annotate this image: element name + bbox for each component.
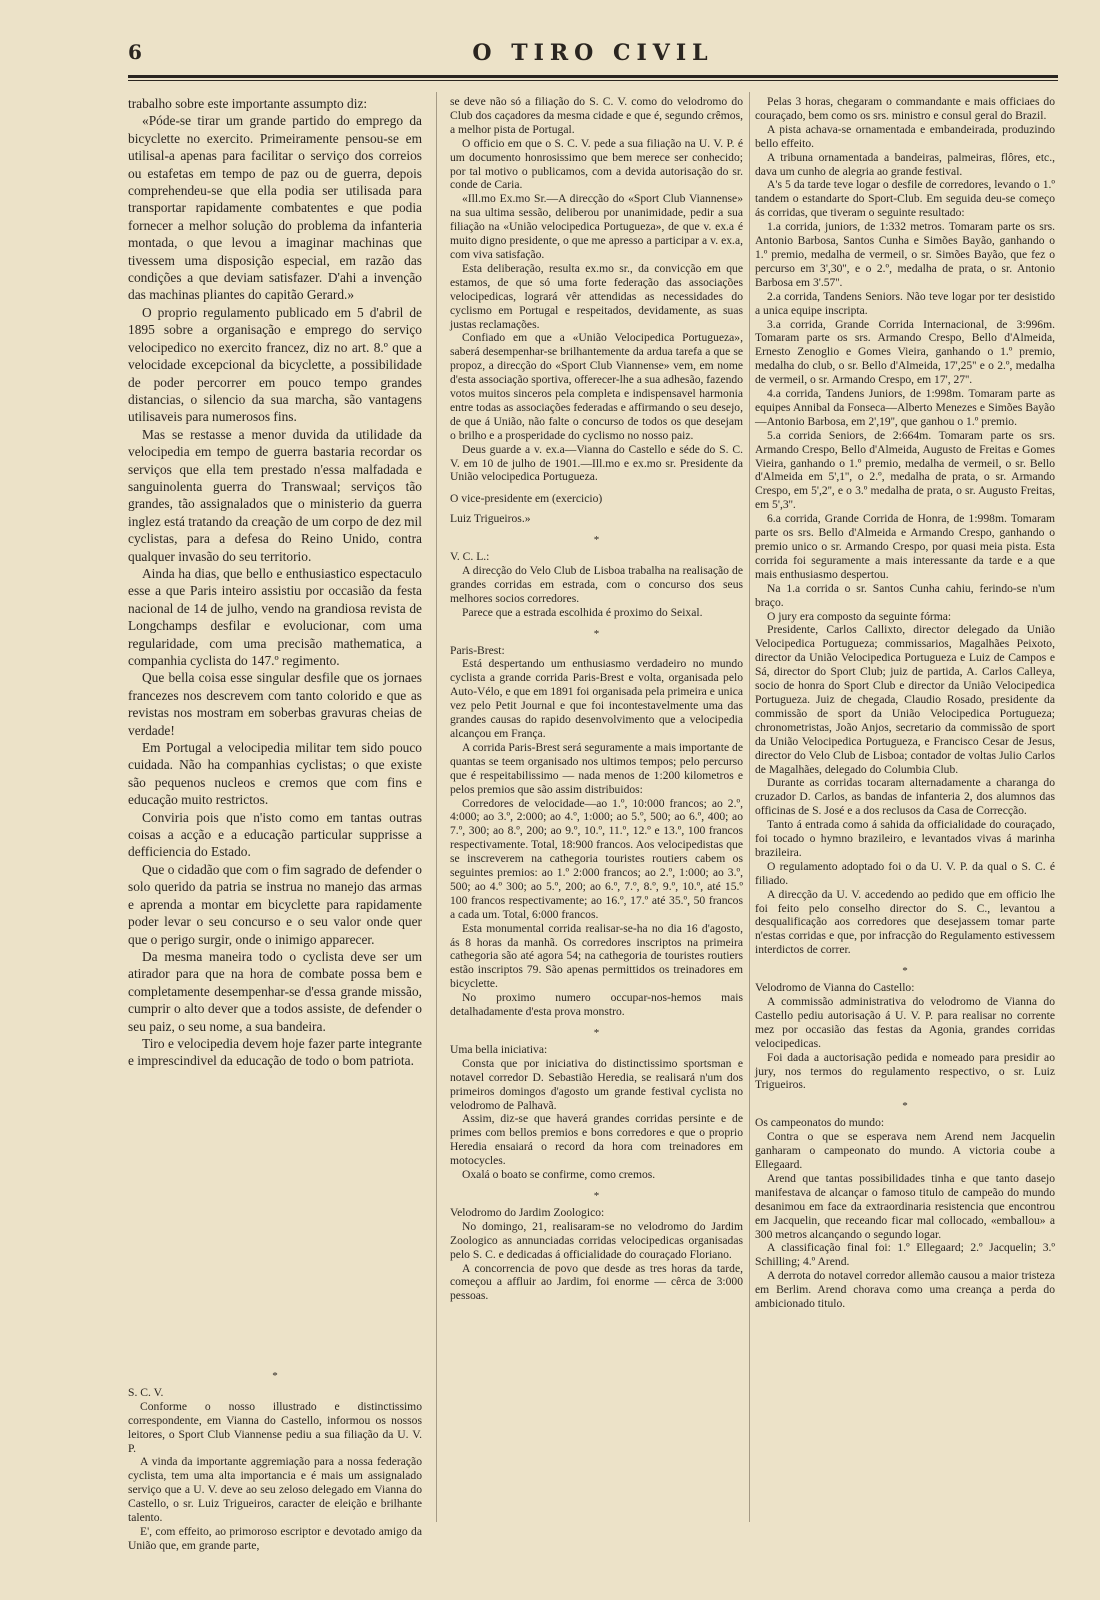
paragraph: Durante as corridas tocaram alternadamente a charanga do cruzador D. Carlos, as bandas de infanteria 2, dos alumnos das officinas de S. José e a dos reclusos da Casa de Correcção. <box>755 776 1055 818</box>
paragraph: Contra o que se esperava nem Arend nem Jacquelin ganharam o campeonato do mundo. A victoria coube a Ellegaard. <box>755 1130 1055 1171</box>
section-heading: S. C. V. <box>128 1385 164 1399</box>
page-header <box>128 38 1058 78</box>
paragraph: 6.a corrida, Grande Corrida de Honra, de 1:998m. Tomaram parte os srs. Bello d'Almeida e Armando Crespo, ganhando o premio unico o sr. Armando Crespo, por quasi meia pista. Esta corrida foi seguramente a mais interessante da tarde e a que mais enthusiasmo despertou. <box>755 512 1055 581</box>
paragraph: Confiado em que a «União Velocipedica Portugueza», saberá desempenhar-se brilhantemente da ardua tarefa a que se propoz, a direcção do «Sport Club Viannense» vem, em nome d'esta associação sportiva, offerecer-lhe a sua adhesão, fazendo votos muitos sinceros pela completa e indispensavel harmonia entre todas as associações federadas e affirmando o seu desejo, de que á União, não falte o concurso de todos os que desejam o brilho e a prosperidade do cyclismo no nosso paiz. <box>450 331 743 442</box>
paragraph: A direcção do Velo Club de Lisboa trabalha na realisação de grandes corridas em estrada, com o concurso dos seus melhores socios corredores. <box>450 564 743 605</box>
paragraph: Oxalá o boato se confirme, como cremos. <box>462 1168 656 1182</box>
paragraph: 3.a corrida, Grande Corrida Internacional, de 3:996m. Tomaram parte os srs. Armando Crespo, Bello d'Almeida, Ernesto Zenoglio e Gomes Vieira, ganhando o 1.º premio, medalha do club, o sr. Bello d'Almeida, 17',25'' e o 2.º, medalha de vermeil, o sr. Armando Crespo, em 17', 27''. <box>755 317 1055 387</box>
paragraph: Na 1.a corrida o sr. Santos Cunha cahiu, ferindo-se n'um braço. <box>755 581 1055 609</box>
newspaper-title: O TIRO CIVIL <box>472 40 714 66</box>
section-heading: Uma bella iniciativa: <box>450 1042 548 1056</box>
paragraph: 4.a corrida, Tandens Juniors, de 1:998m. Tomaram parte as equipes Annibal da Fonseca—Alberto Menezes e Simões Bayão—Antonio Barbosa, em 2',19'', que ganhou o 1.º premio. <box>755 387 1055 428</box>
paragraph: A vinda da importante aggremiação para a nossa federação cyclista, tem uma alta importancia e é mais um assignalado serviço que a U. V. deve ao seu zeloso delegado em Vianna do Castello, o sr. Luiz Trigueiros, caracter de eleição e brilhante talento. <box>128 1455 422 1525</box>
column-3 <box>755 95 1055 1311</box>
paragraph: Pelas 3 horas, chegaram o commandante e mais officiaes do couraçado, bem como os srs. ministro e consul geral do Brazil. <box>755 95 1055 122</box>
paragraph: Arend que tantas possibilidades tinha e que tanto dasejo manifestava de alcançar o famoso titulo de campeão do mundo desanimou em face da extraordinaria resistencia que encontrou em Jacquelin, que receando ficar mal collocado, «emballou» a 300 metros alcançando o segundo logar. <box>755 1171 1055 1241</box>
section-heading: Paris-Brest: <box>450 643 505 657</box>
section-separator: * <box>593 534 600 547</box>
paragraph: O jury era composto da seguinte fórma: <box>767 609 952 623</box>
paragraph: Em Portugal a velocipedia militar tem sido pouco cuidada. Não ha companhias cyclistas; o que existe são pequenos nucleos e cremos que com fins e educação muito restrictos. <box>128 740 422 808</box>
paragraph: A concorrencia de povo que desde as tres horas da tarde, começou a affluir ao Jardim, foi enorme — cêrca de 3:000 pessoas. <box>450 1261 743 1303</box>
paragraph: No domingo, 21, realisaram-se no velodromo do Jardim Zoologico as annunciadas corridas velocipedicas organisadas pelo S. C. e dedicadas á officialidade do couraçado Floriano. <box>450 1219 743 1261</box>
paragraph: Tiro e velocipedia devem hoje fazer parte integrante e imprescindivel da educação de todo o bom patriota. <box>128 1035 422 1069</box>
paragraph: O regulamento adoptado foi o da U. V. P. da qual o S. C. é filiado. <box>755 859 1055 887</box>
paragraph: Deus guarde a v. ex.a—Vianna do Castello e séde do S. C. V. em 10 de julho de 1901.—Ill.mo e ex.mo sr. Presidente da União velocipedica Portugueza. <box>450 442 743 484</box>
paragraph: Corredores de velocidade—ao 1.º, 10:000 francos; ao 2.º, 4:000; ao 3.º, 2:000; ao 4.º, 1:000; ao 5.º, 500; ao 6.º, 400; ao 7.º, 300; ao 8.º, 200; ao 9.º, 10.º, 11.º, 12.º e 13.º, 100 francos respectivamente. Total, 18:900 francos. Aos velocipedistas que se inscreverem na cathegoria touristes routiers cabem os seguintes premios: ao 1.º 2:000 francos; ao 2.º, 1:000; ao 3.º, 500; ao 4.º 300; ao 5.º, 200; ao 6.º, 7.º, 8.º, 9.º, 10.º, até 15.º 100 francos respectivamente; ao 16.º, 17.º até 35.º, 50 francos a cada um. Total, 6:000 francos. <box>450 796 743 921</box>
paragraph: Conviria pois que n'isto como em tantas outras coisas a acção e a educação particular supprisse a defficiencia do Estado. <box>128 809 422 860</box>
section-heading: Velodromo de Vianna do Castello: <box>755 981 915 995</box>
column-1 <box>128 95 422 1070</box>
paragraph: Assim, diz-se que haverá grandes corridas persinte e de primes com bellos premios e bons corredores e que o proprio Heredia ensaiará o record da hora com treinadores em motocycles. <box>450 1112 743 1168</box>
signature-title: O vice-presidente em (exercicio) <box>450 492 603 506</box>
paragraph: Que o cidadão que com o fim sagrado de defender o solo querido da patria se instrua no manejo das armas e aprenda a montar em bicyclette para rapidamente poder levar o seu concurso e o seu valor onde quer que o perigo surgir, onde o inimigo apparecer. <box>128 861 422 947</box>
section-separator: * <box>902 1100 908 1113</box>
paragraph: Parece que a estrada escolhida é proximo do Seixal. <box>462 605 703 619</box>
paragraph: Esta deliberação, resulta ex.mo sr., da convicção em que estamos, de que só uma forte federação das associações velocipedicas, logrará vêr attendidas as necessidades do cyclismo em Portugal e respeitados, devidamente, as suas justas reclamações. <box>450 261 743 331</box>
column-2 <box>450 95 743 1303</box>
column-1-section-scv <box>128 1362 422 1553</box>
paragraph: A pista achava-se ornamentada e embandeirada, produzindo bello effeito. <box>755 122 1055 150</box>
paragraph: Da mesma maneira todo o cyclista deve ser um atirador para que na hora de combate possa bem e completamente desempenhar-se d'essa grande missão, cumprir o alto dever que a todos assiste, de defender o seu paiz, o seu nome, a sua bandeira. <box>128 948 422 1034</box>
paragraph: Que bella coisa esse singular desfile que os jornaes francezes nos descrevem com tanto colorido e que as revistas nos mostram em soberbas gravuras cheias de verdade! <box>128 670 422 738</box>
paragraph: 2.a corrida, Tandens Seniors. Não teve logar por ter desistido a unica equipe inscripta. <box>755 289 1055 317</box>
section-heading: V. C. L.: <box>450 550 490 564</box>
section-separator: * <box>272 1370 278 1382</box>
paragraph: Ainda ha dias, que bello e enthusiastico espectaculo esse a que Paris inteiro assistiu por occasião da festa nacional de 14 de julho, vendo na grandiosa revista de Longchamps desfilar e evolucionar, com uma regularidade, com uma precisão mathematica, a companhia cyclista do 147.º regimento. <box>128 565 422 668</box>
paragraph: A direcção da U. V. accedendo ao pedido que em officio lhe foi feito pelo conselho director do S. C., levantou a desqualificação aos corredores que desejassem tomar parte n'estas corridas e que, por infracção do Regulamento estivessem interdictos de correr. <box>755 887 1055 957</box>
paragraph: Conforme o nosso illustrado e distinctissimo correspondente, em Vianna do Castello, informou os nossos leitores, o Sport Club Viannense pediu a sua filiação da U. V. P. <box>128 1399 422 1455</box>
signature-name: Luiz Trigueiros.» <box>450 512 531 526</box>
paragraph: «Póde-se tirar um grande partido do emprego da bicyclette no exercito. Primeiramente pensou-se em utilisal-a apenas para facilitar o serviço dos correios ou estafetas em tempo de paz ou de guerra, depois comprehendeu-se que ella podia ser utilisada para transportar rapidamente combatentes e que podia fornecer a melhor solução do problema da infanteria montada, o que levou a imaginar machinas que tivessem uma disposição especial, em razão das condições a que deviam satisfazer. D'ahi a invenção das machinas pliantes do capitão Gerard.» <box>128 113 422 303</box>
paragraph: Está despertando um enthusiasmo verdadeiro no mundo cyclista a grande corrida Paris-Brest e volta, organisada pelo Auto-Vélo, e que em 1891 foi organisada pela primeira e unica vez pelo Petit Journal e que foi incontestavelmente uma das grandes causas do rapido desenvolvimento que a velocipedia alcançou em França. <box>450 657 743 740</box>
paragraph: se deve não só a filiação do S. C. V. como do velodromo do Club dos caçadores da mesma cidade e que é, segundo crêmos, a melhor pista de Portugal. <box>450 95 743 136</box>
paragraph: «Ill.mo Ex.mo Sr.—A direcção do «Sport Club Viannense» na sua ultima sessão, deliberou por unanimidade, pedir a sua filiação na «União velocipedica Portugueza», de que v. ex.a é muito digno presidente, o que me apresso a participar a v. ex.a, com viva satisfação. <box>450 192 743 261</box>
page-number: 6 <box>128 40 142 64</box>
paragraph: A's 5 da tarde teve logar o desfile de corredores, levando o 1.º tandem o estandarte do Sport-Club. Em seguida deu-se começo ás corridas, que tiveram o seguinte resultado: <box>755 178 1055 220</box>
paragraph: A classificação final foi: 1.º Ellegaard; 2.º Jacquelin; 3.º Schilling; 4.º Arend. <box>755 1241 1055 1269</box>
paragraph: Consta que por iniciativa do distinctissimo sportsman e notavel corredor D. Sebastião Heredia, se realisará n'um dos primeiros domingos d'agosto um grande festival cyclista no velodromo de Palhavã. <box>450 1056 743 1112</box>
paragraph: Foi dada a auctorisação pedida e nomeado para presidir ao jury, nos termos do regulamento respectivo, o sr. Luiz Trigueiros. <box>755 1050 1055 1092</box>
header-rule-thin <box>128 80 1058 81</box>
paragraph: E', com effeito, ao primoroso escriptor e devotado amigo da União que, em grande parte, <box>128 1524 422 1552</box>
paragraph: A corrida Paris-Brest será seguramente a mais importante de quantas se teem organisado nos ultimos tempos; pelo percurso que é respeitabilissimo — nada menos de 1:200 kilometros e pelos premios que são assim distribuidos: <box>450 740 743 796</box>
paragraph: Mas se restasse a menor duvida da utilidade da velocipedia em tempo de guerra bastaria recordar os serviços que ella tem prestado n'essa malfadada e sanguinolenta guerra do Transwaal; serviços tão grandes, tão assignalados que o ministerio da guerra inglez está tratando da creação de um corpo de dez mil cyclistas, para a defesa do Reino Unido, contra qualquer invasão do seu territorio. <box>128 426 422 564</box>
paragraph: O proprio regulamento publicado em 5 d'abril de 1895 sobre a organisação e emprego do serviço velocipedico no exercito francez, diz no art. 8.º que a velocidade excepcional da bicyclette, a possibilidade de poder percorrer em pouco tempo grandes distancias, o silencio da sua marcha, são vantagens utilisaveis para numerosos fins. <box>128 304 422 425</box>
section-separator: * <box>593 627 600 640</box>
header-rule-thick <box>128 75 1058 78</box>
paragraph: A tribuna ornamentada a bandeiras, palmeiras, flôres, etc., dava um cunho de alegria ao grande festival. <box>755 150 1055 178</box>
section-separator: * <box>593 1027 600 1039</box>
paragraph: 5.a corrida Seniors, de 2:664m. Tomaram parte os srs. Armando Crespo, Bello d'Almeida, Augusto de Freitas e Gomes Vieira, ganhando o 1.º premio, medalha de vermeil, o sr. Bello d'Almeida em 5',1'', o 2.º, medalha de prata, o sr. Armando Crespo, em 5',2'', e o 3.º medalha de prata, o sr. Augusto Freitas, em 5',3''. <box>755 428 1055 512</box>
paragraph: A commissão administrativa do velodromo de Vianna do Castello pediu autorisação á U. V. P. para realisar no corrente mez por occasião das festas da Agonia, grandes corridas velocipedicas. <box>755 995 1055 1050</box>
paragraph: Esta monumental corrida realisar-se-ha no dia 16 d'agosto, ás 8 horas da manhã. Os corredores inscriptos na primeira cathegoria são até agora 54; na cathegoria de touristes routiers estão inscriptos 79. São apenas permittidos os treinadores em bicyclette. <box>450 921 743 991</box>
column-divider <box>749 92 750 1522</box>
paragraph: No proximo numero occupar-nos-hemos mais detalhadamente d'esta prova monstro. <box>450 991 743 1019</box>
section-heading: Velodromo do Jardim Zoologico: <box>450 1205 605 1219</box>
column-divider <box>436 92 437 1522</box>
paragraph: trabalho sobre este importante assumpto diz: <box>128 96 368 111</box>
paragraph: Presidente, Carlos Callixto, director delegado da União Velocipedica Portugueza; commissarios, Magalhães Peixoto, director da União Velocipedica Portugueza e Luiz de Campos e Sá, director do Sport Club; juiz de partida, A. Carlos Calleya, socio de honra do Sport Club e director da União Velocipedica Portugueza. Juiz de chegada, Claudio Rosado, presidente da commissão de sport da União Velocipedica Portugueza; chronometristas, João Anjos, secretario da commissão de sport da União Velocipedica Portugueza, e Francisco Cesar de Jesus, director do Velo Club de Lisboa; contador de voltas Julio Carlos de Magalhães, delegado do Columbia Club. <box>755 623 1055 776</box>
paragraph: O officio em que o S. C. V. pede a sua filiação na U. V. P. é um documento honrosissimo que bem merece ser conhecido; por tal motivo o publicamos, com a devida autorisação do sr. conde de Caria. <box>450 136 743 192</box>
section-separator: * <box>902 965 908 978</box>
paragraph: A derrota do notavel corredor allemão causou a maior tristeza em Berlim. Arend chorava como uma creança a perda do ambicionado titulo. <box>755 1269 1055 1311</box>
section-separator: * <box>593 1189 600 1202</box>
paragraph: 1.a corrida, juniors, de 1:332 metros. Tomaram parte os srs. Antonio Barbosa, Santos Cunha e Simões Bayão, ganhando o 1.º premio, medalha de vermeil, o sr. Simões Bayão, que fez o percurso em 3',30'', e o 2.º, medalha de prata, o sr. Antonio Barbosa em 3'.57''. <box>755 220 1055 289</box>
section-heading: Os campeonatos do mundo: <box>755 1116 885 1130</box>
paragraph: Tanto á entrada como á sahida da officialidade do couraçado, foi tocado o hymno brazileiro, e levantados vivas á marinha brazileira. <box>755 818 1055 859</box>
